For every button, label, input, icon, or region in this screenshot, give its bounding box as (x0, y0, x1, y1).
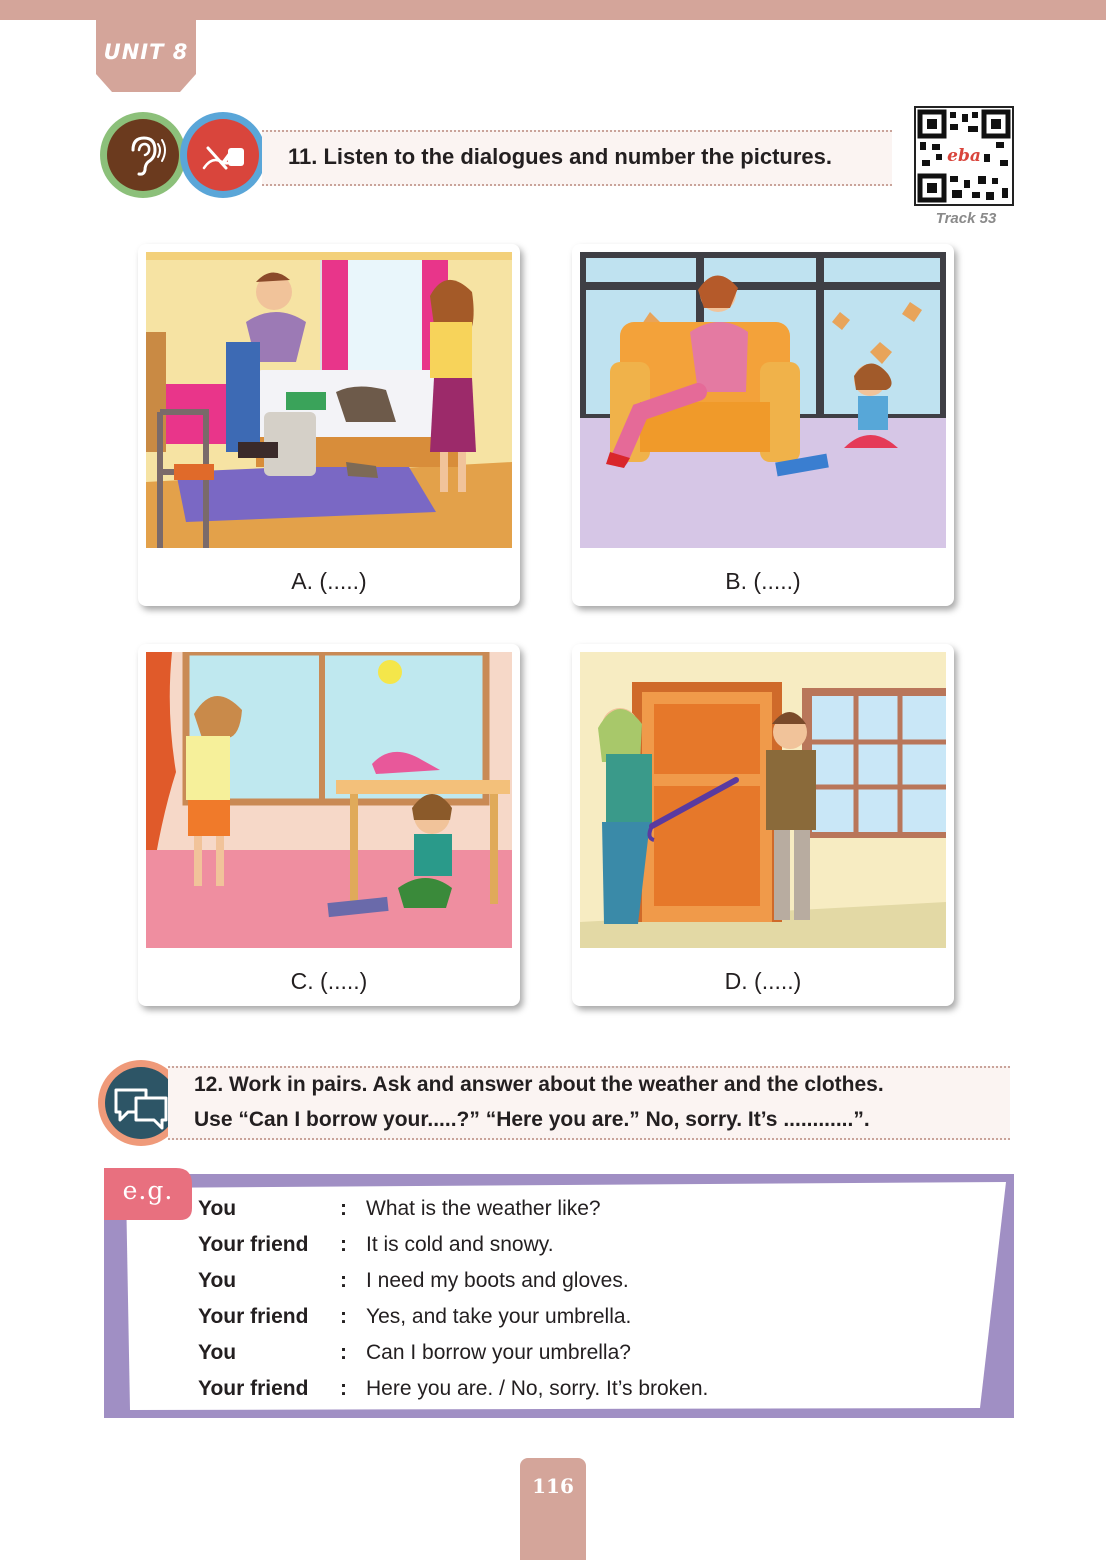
unit-tab (96, 18, 196, 92)
example-badge-label: e.g. (122, 1176, 174, 1205)
dialogue-speaker: Your friend (198, 1377, 309, 1400)
dialogue-line: Here you are. / No, sorry. It’s broken. (366, 1377, 709, 1400)
picture-card-c (138, 644, 520, 1006)
qr-code[interactable] (914, 106, 1014, 206)
picture-card-a (138, 244, 520, 606)
hand-writing-icon (180, 112, 266, 198)
dialogue-speaker: Your friend (198, 1233, 309, 1256)
exercise-11-title: 11. Listen to the dialogues and number the pictures. (288, 144, 832, 169)
dialogue-speaker: You (198, 1341, 237, 1364)
exercise-12-instruction-line2: Use “Can I borrow your.....?” “Here you are.” No, sorry. It’s ............”. (194, 1108, 870, 1131)
dialogue-line: Can I borrow your umbrella? (366, 1341, 631, 1364)
exercise-12-instruction-line1: 12. Work in pairs. Ask and answer about the weather and the clothes. (194, 1073, 884, 1096)
picture-card-b (572, 244, 954, 606)
page-number: 116 (532, 1474, 574, 1498)
picture-caption-a: A. (.....) (291, 568, 367, 594)
rainy-door-umbrella-illustration (580, 652, 946, 948)
dialogue-line: What is the weather like? (366, 1197, 601, 1220)
dialogue-colon: : (340, 1341, 347, 1364)
sunny-room-kids-illustration (146, 652, 512, 948)
picture-caption-d: D. (.....) (724, 968, 802, 994)
bedroom-packing-illustration (146, 252, 512, 548)
dialogue-speaker: You (198, 1269, 237, 1292)
dialogue-colon: : (340, 1269, 347, 1292)
autumn-living-room-illustration (580, 252, 946, 548)
unit-label: UNIT 8 (103, 40, 189, 64)
dialogue-colon: : (340, 1377, 347, 1400)
ear-listening-icon (100, 112, 186, 198)
picture-card-d (572, 644, 954, 1006)
dialogue-line: Yes, and take your umbrella. (366, 1305, 632, 1328)
dialogue-line: It is cold and snowy. (366, 1233, 554, 1256)
qr-logo: eba (947, 146, 981, 166)
dialogue-colon: : (340, 1233, 347, 1256)
dialogue-speaker: Your friend (198, 1305, 309, 1328)
dialogue-line: I need my boots and gloves. (366, 1269, 629, 1292)
top-border-bar (0, 0, 1106, 20)
picture-caption-b: B. (.....) (725, 568, 801, 594)
dialogue-speaker: You (198, 1197, 237, 1220)
picture-caption-c: C. (.....) (290, 968, 368, 994)
dialogue-colon: : (340, 1305, 347, 1328)
track-label: Track 53 (935, 210, 997, 227)
dialogue-colon: : (340, 1197, 347, 1220)
